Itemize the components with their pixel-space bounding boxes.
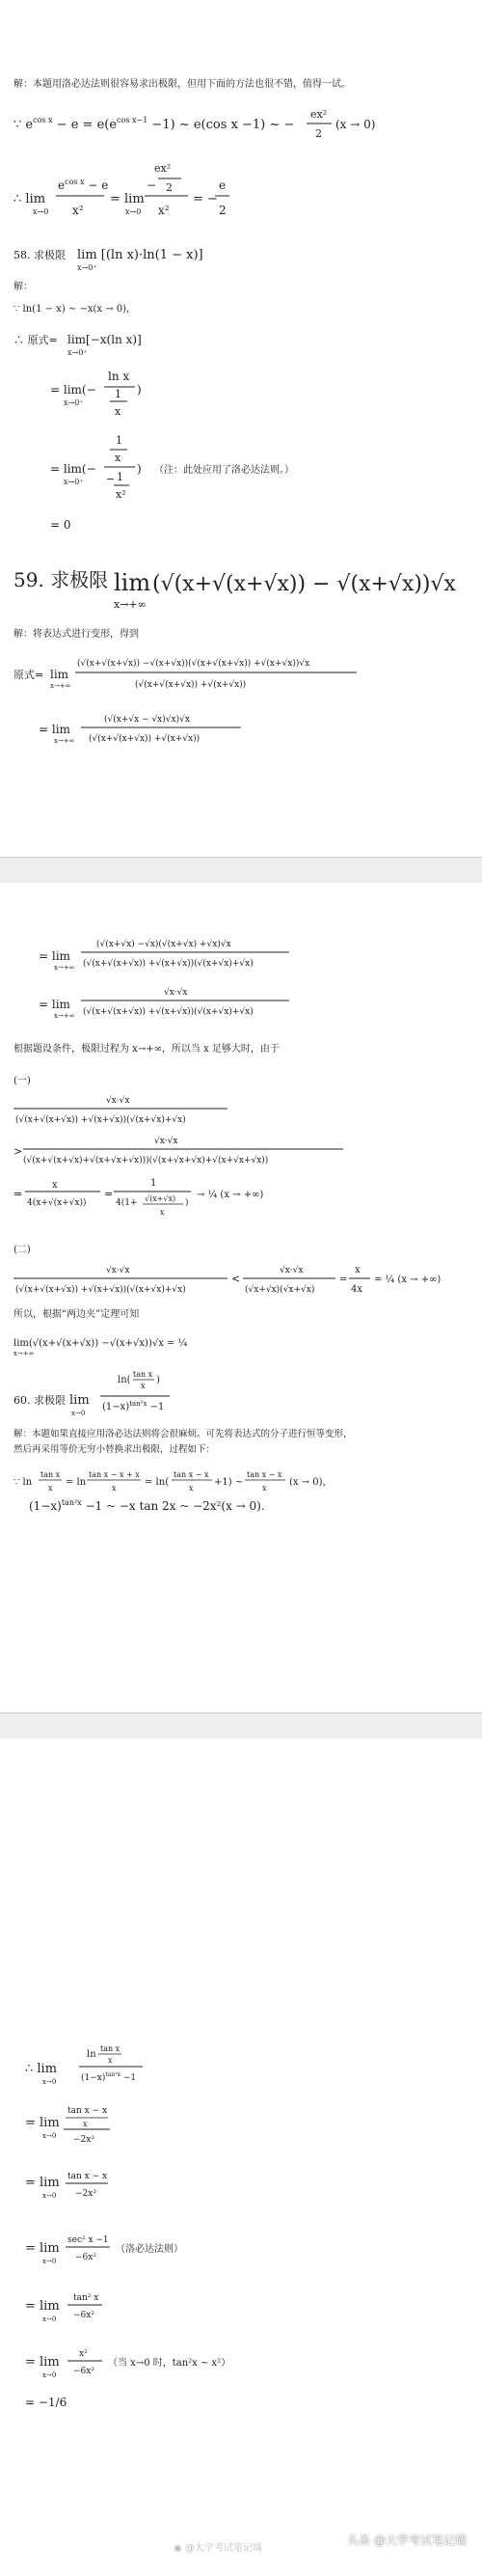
svg-text:x→0⁺: x→0⁺ bbox=[64, 478, 84, 486]
page-separator-2 bbox=[0, 1713, 482, 1740]
page-2-math bbox=[0, 883, 482, 1713]
svg-text:=: = bbox=[13, 1188, 23, 1200]
svg-text:ln: ln bbox=[87, 2049, 96, 2060]
svg-text:): ) bbox=[185, 1198, 189, 1208]
svg-text:(√(x+√(x+√x)) −√(x+√x))(√(x+√(: (√(x+√(x+√x)) −√(x+√x))(√(x+√(x+√x)) +√(x+√x))√x bbox=[77, 659, 310, 669]
svg-text:x→0: x→0 bbox=[125, 207, 142, 216]
svg-text:2: 2 bbox=[166, 181, 173, 194]
svg-text:x²: x² bbox=[79, 2349, 88, 2359]
svg-text:=: = bbox=[339, 1274, 348, 1285]
svg-text:x²: x² bbox=[158, 204, 170, 217]
svg-text:tan² x: tan² x bbox=[73, 2293, 99, 2303]
svg-text:−6x²: −6x² bbox=[73, 2367, 94, 2376]
svg-text:= lim(−: = lim(− bbox=[50, 462, 96, 476]
page-separator-1 bbox=[0, 857, 482, 884]
eq57-num: ex² bbox=[310, 108, 328, 121]
svg-text:−6x²: −6x² bbox=[73, 2311, 94, 2320]
svg-text:(√(x+√(x+√x)) +√(x+√x)): (√(x+√(x+√x)) +√(x+√x)) bbox=[135, 680, 247, 690]
svg-text:= ln: = ln bbox=[66, 1477, 87, 1488]
svg-text:): ) bbox=[156, 1375, 160, 1385]
svg-text:= lim: = lim bbox=[25, 2241, 60, 2256]
eq57-eq: = lim bbox=[110, 192, 145, 206]
svg-text:2: 2 bbox=[219, 204, 227, 217]
svg-text:1: 1 bbox=[116, 434, 122, 447]
page-2 bbox=[0, 883, 482, 1713]
svg-text:−6x²: −6x² bbox=[75, 2253, 96, 2262]
conclusion: 所以，根据“两边夹”定理可知 bbox=[13, 1309, 140, 1320]
svg-text:→ ¼ (x → +∞): → ¼ (x → +∞) bbox=[197, 1190, 264, 1200]
svg-text:x: x bbox=[115, 405, 121, 418]
svg-text:= ln(: = ln( bbox=[145, 1477, 170, 1488]
svg-text:x→+∞: x→+∞ bbox=[13, 1350, 35, 1357]
problem59-intro: 解：将表达式进行变形，得到 bbox=[13, 629, 139, 640]
eq57-cond: (x → 0) bbox=[335, 118, 376, 131]
svg-text:1: 1 bbox=[117, 471, 123, 483]
svg-text:√x·√x: √x·√x bbox=[164, 988, 188, 998]
svg-text:>: > bbox=[13, 1145, 23, 1158]
eq57-therefore: ∴ lim bbox=[13, 192, 46, 206]
svg-text:=: = bbox=[104, 1188, 114, 1200]
svg-text:ln x: ln x bbox=[108, 370, 130, 383]
svg-text:(1−x)tan²x −1 ~ −x tan 2x ~ −2: $(1-x)^{tan^2x} -1$ ~ −x tan 2x ~ −2x²(x → 0). bbox=[29, 1498, 265, 1513]
svg-text:(√x+√x)(√x+√x): (√x+√x)(√x+√x) bbox=[245, 1285, 315, 1295]
svg-text:tan x: tan x bbox=[40, 1470, 61, 1479]
svg-text:tan x: tan x bbox=[133, 1370, 153, 1379]
svg-text:(√(x+√(x+√x)) +√(x+√x))(√(x+√x: (√(x+√(x+√x)) +√(x+√x))(√(x+√x)+√x) bbox=[83, 1007, 254, 1017]
svg-text:lim: lim bbox=[50, 668, 69, 681]
svg-text:(√(x+√(x+√x)) +√(x+√x))(√(x+√x: (√(x+√(x+√x)) +√(x+√x))(√(x+√x)+√x) bbox=[15, 1285, 186, 1295]
svg-text:∵ ln: ∵ ln bbox=[13, 1477, 33, 1488]
svg-text:x: x bbox=[83, 2120, 88, 2128]
problem60-title: 60. 求极限 bbox=[13, 1394, 66, 1407]
svg-text:x: x bbox=[115, 452, 121, 464]
svg-text:x→0: x→0 bbox=[42, 2192, 57, 2200]
watermark-weibo: ◉ @大学考试笔记墙 bbox=[174, 2543, 262, 2554]
svg-text:∴ 原式=: ∴ 原式= bbox=[13, 334, 58, 346]
svg-text:= ¼ (x → +∞): = ¼ (x → +∞) bbox=[374, 1274, 442, 1285]
svg-text:x→+∞: x→+∞ bbox=[114, 598, 147, 611]
svg-text:= lim: = lim bbox=[25, 2116, 60, 2130]
svg-text:lim[−x(ln x)]: lim[−x(ln x)] bbox=[67, 333, 142, 346]
problem58-sol: 解： bbox=[13, 282, 33, 292]
svg-text:= 0: = 0 bbox=[50, 518, 71, 532]
eq57-f-den: x² bbox=[72, 204, 84, 217]
svg-text:(√(x+√(x+√x)) +√(x+√x))(√(x+√x: (√(x+√(x+√x)) +√(x+√x))(√(x+√x)+√x) bbox=[83, 959, 254, 969]
page-1 bbox=[0, 0, 482, 857]
svg-text:= lim: = lim bbox=[39, 723, 70, 736]
svg-text:4x: 4x bbox=[351, 1284, 363, 1295]
weibo-icon: ◉ bbox=[174, 2543, 182, 2554]
svg-text:x→0: x→0 bbox=[71, 1410, 86, 1417]
svg-text:tan x − x: tan x − x bbox=[67, 2172, 108, 2181]
svg-text:x→0: x→0 bbox=[42, 2316, 57, 2323]
problem60-intro-1: 解：本题如果直接应用洛必达法则将会很麻烦。可先将表达式的分子进行恒等变形， bbox=[13, 1429, 353, 1439]
svg-text:e: e bbox=[219, 178, 227, 192]
page-3-math bbox=[0, 1739, 482, 2576]
eq57-line1: ∵ $e^{cos x} - e = e(e^{cos x-1} -1)$ ~ e(cos x −1) ~ − bbox=[13, 116, 295, 132]
svg-text:x: x bbox=[262, 1484, 267, 1493]
problem58-expr: lim [(ln x)·ln(1 − x)] bbox=[77, 248, 203, 262]
eq57-f2-num-top: ex² bbox=[154, 162, 172, 175]
svg-text:(√(x+√x) −√x)(√(x+√x) +√x)√x: (√(x+√x) −√x)(√(x+√x) +√x)√x bbox=[96, 940, 231, 949]
svg-text:x→+∞: x→+∞ bbox=[54, 964, 75, 972]
svg-text:(1−x)tan²x −1: $(1-x)^{tan^2x} -1$ bbox=[102, 1400, 165, 1412]
svg-text:√x·√x: √x·√x bbox=[280, 1266, 304, 1275]
svg-text:x: x bbox=[355, 1265, 361, 1275]
svg-text:4(x+√(x+√x)): 4(x+√(x+√x)) bbox=[27, 1198, 87, 1208]
svg-text:tan x − x: tan x − x bbox=[174, 1470, 209, 1479]
problem60-intro-2: 然后再采用等价无穷小替换求出极限，过程如下： bbox=[13, 1444, 216, 1455]
svg-text:(√(x+√(x+√x)) +√(x+√x)): (√(x+√(x+√x)) +√(x+√x)) bbox=[89, 734, 201, 744]
svg-text:(√(x+√(x+√x)+√(x+√x+√x)))(√(x+: (√(x+√(x+√x)+√(x+√x+√x)))(√(x+√x+√x)+√(x+√x+√x)) bbox=[23, 1156, 269, 1165]
svg-text:x: x bbox=[52, 1180, 58, 1191]
svg-text:= lim: = lim bbox=[25, 2355, 60, 2370]
svg-text:1: 1 bbox=[115, 388, 121, 400]
watermark-toutiao: 头条 @大学考试笔记墙 bbox=[347, 2534, 467, 2547]
lhospital-note: （洛必达法则） bbox=[116, 2244, 183, 2255]
svg-text:(1−x)tan²x −1: $(1-x)^{tan^2x} -1$ bbox=[81, 2071, 137, 2083]
svg-text:x→0⁺: x→0⁺ bbox=[77, 263, 97, 272]
svg-text:(√(x+√(x+√x)) +√(x+√x))(√(x+√x: (√(x+√(x+√x)) +√(x+√x))(√(x+√x)+√x) bbox=[15, 1115, 186, 1125]
problem57-intro: 解：本题用洛必达法则很容易求出极限，但用下面的方法也很不错，值得一试。 bbox=[13, 79, 351, 90]
svg-text:x: x bbox=[189, 1484, 194, 1493]
svg-text:): ) bbox=[137, 462, 142, 476]
svg-text:(√(x+√x − √x)√x)√x: (√(x+√x − √x)√x)√x bbox=[104, 715, 190, 725]
svg-text:tan x − x: tan x − x bbox=[247, 1470, 282, 1479]
svg-text:x→+∞: x→+∞ bbox=[54, 737, 75, 745]
case-2: (二) bbox=[13, 1245, 31, 1255]
svg-text:tan x: tan x bbox=[100, 2044, 120, 2053]
svg-text:x: x bbox=[141, 1382, 146, 1390]
svg-text:x→0: x→0 bbox=[42, 2132, 57, 2140]
problem58-title: 58. 求极限 bbox=[13, 249, 66, 261]
eq57-f-num: $e^{cos x} - e$ bbox=[58, 178, 109, 192]
svg-text:sec² x −1: sec² x −1 bbox=[67, 2235, 109, 2245]
page-1-math bbox=[0, 0, 482, 857]
svg-text:x→0: x→0 bbox=[42, 2371, 57, 2379]
svg-text:−: − bbox=[106, 473, 116, 485]
svg-text:): ) bbox=[137, 383, 142, 397]
problem59-lim: lim bbox=[114, 569, 151, 596]
problem59-expr: (√(x+√(x+√x)) − √(x+√x))√x bbox=[152, 572, 456, 596]
problem58-note: （注：此处应用了洛必达法则。） bbox=[154, 465, 294, 476]
svg-text:x→+∞: x→+∞ bbox=[50, 682, 71, 690]
svg-text:√x·√x: √x·√x bbox=[106, 1096, 130, 1106]
svg-text:x: x bbox=[112, 1484, 117, 1493]
reason-text: 根据题设条件，极限过程为 x→+∞，所以当 x 足够大时，由于 bbox=[13, 1044, 280, 1055]
svg-text:x²: x² bbox=[116, 488, 126, 501]
svg-text:x→0: x→0 bbox=[42, 2078, 57, 2086]
svg-text:x→+∞: x→+∞ bbox=[54, 1012, 75, 1020]
eq57-sub: x→0 bbox=[33, 207, 49, 216]
svg-text:x→0⁺: x→0⁺ bbox=[67, 348, 88, 357]
page-3 bbox=[0, 1739, 482, 2576]
svg-text:−: − bbox=[147, 178, 157, 192]
svg-text:= lim: = lim bbox=[25, 2176, 60, 2190]
svg-text:tan x − x: tan x − x bbox=[67, 2106, 108, 2116]
svg-text:+1) ~: +1) ~ bbox=[214, 1477, 244, 1488]
eq57-den: 2 bbox=[315, 127, 322, 140]
svg-text:1: 1 bbox=[150, 1178, 157, 1189]
svg-text:−2x³: −2x³ bbox=[75, 2189, 96, 2199]
svg-text:= −: = − bbox=[193, 192, 218, 206]
svg-text:(x → 0)，: (x → 0)， bbox=[289, 1477, 333, 1488]
svg-text:lim: lim bbox=[69, 1393, 90, 1408]
svg-text:∴ lim: ∴ lim bbox=[25, 2062, 58, 2076]
svg-text:√x·√x: √x·√x bbox=[106, 1266, 130, 1275]
svg-text:tan x − x + x: tan x − x + x bbox=[89, 1470, 140, 1479]
svg-text:x→0⁺: x→0⁺ bbox=[64, 398, 84, 407]
problem59-title: 59. 求极限 bbox=[13, 568, 109, 591]
svg-text:= lim(−: = lim(− bbox=[50, 383, 96, 397]
svg-text:x: x bbox=[48, 1484, 53, 1493]
svg-text:= lim: = lim bbox=[39, 949, 70, 963]
equiv-note: （当 x→0 时，tan²x ~ x²） bbox=[108, 2358, 231, 2369]
svg-text:x: x bbox=[160, 1208, 165, 1217]
svg-text:4(1+: 4(1+ bbox=[116, 1198, 138, 1208]
svg-text:lim(√(x+√(x+√x)) −√(x+√x))√x =: lim(√(x+√(x+√x)) −√(x+√x))√x = ¼ bbox=[13, 1338, 188, 1349]
svg-text:ln(: ln( bbox=[118, 1375, 131, 1385]
svg-text:−2x²: −2x² bbox=[73, 2135, 94, 2145]
svg-text:x→0: x→0 bbox=[42, 2258, 57, 2265]
svg-text:= lim: = lim bbox=[25, 2299, 60, 2314]
case-1: (一) bbox=[13, 1076, 31, 1086]
svg-text:√(x+√x): √(x+√x) bbox=[145, 1194, 176, 1203]
svg-text:√x·√x: √x·√x bbox=[154, 1137, 178, 1146]
svg-text:∵ ln(1 − x) ~ −x(x → 0)，: ∵ ln(1 − x) ~ −x(x → 0)， bbox=[13, 304, 137, 315]
original-label: 原式= bbox=[13, 669, 44, 681]
final-answer: = −1/6 bbox=[25, 2396, 67, 2409]
svg-text:= lim: = lim bbox=[39, 998, 70, 1011]
svg-text:x: x bbox=[108, 2056, 113, 2065]
svg-text:<: < bbox=[231, 1273, 241, 1285]
